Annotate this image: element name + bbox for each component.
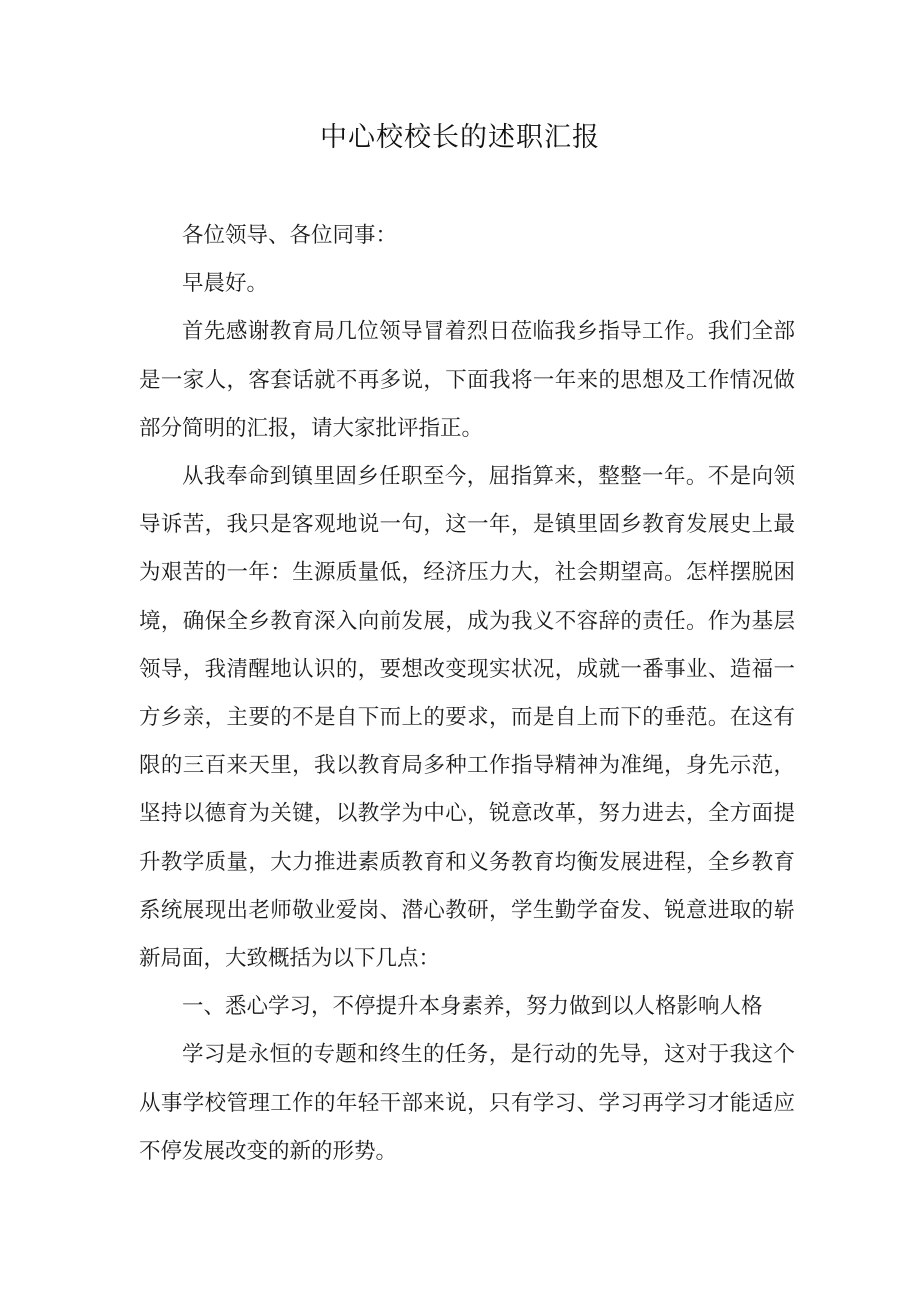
document-title: 中心校校长的述职汇报 — [320, 122, 600, 153]
paragraph-section-1: 学习是永恒的专题和终生的任务，是行动的先导，这对于我这个从事学校管理工作的年轻干部来说，只有学习、学习再学习才能适应不停发展改变的新的形势。 — [139, 1042, 795, 1164]
paragraph-salutation: 各位领导、各位同事： — [182, 223, 398, 248]
paragraph-greeting: 早晨好。 — [182, 271, 269, 297]
document-body — [139, 212, 795, 1176]
paragraph-overview: 从我奉命到镇里固乡任职至今，屈指算来，整整一年。不是向领导诉苦，我只是客观地说一句，这一年，是镇里固乡教育发展史上最为艰苦的一年：生源质量低，经济压力大，社会期望高。怎样摆脱困境，确保全乡教育深入向前发展，成为我义不容辞的责任。作为基层领导，我清醒地认识的，要想改变现实状况，成就一番事业、造福一方乡亲，主要的不是自下而上的要求，而是自上而下的垂范。在这有限的三百来天里，我以教育局多种工作指导精神为准绳，身先示范，坚持以德育为关键，以教学为中心，锐意改革，努力进去，全方面提升教学质量，大力推进素质教育和义务教育均衡发展进程，全乡教育系统展现出老师敬业爱岗、潜心教研，学生勤学奋发、锐意进取的崭新局面，大致概括为以下几点： — [139, 464, 795, 972]
paragraph-introduction: 首先感谢教育局几位领导冒着烈日莅临我乡指导工作。我们全部是一家人，客套话就不再多说，下面我将一年来的思想及工作情况做部分简明的汇报，请大家批评指正。 — [139, 319, 795, 441]
section-heading-1: 一、悉心学习，不停提升本身素养，努力做到以人格影响人格 — [182, 994, 763, 1020]
